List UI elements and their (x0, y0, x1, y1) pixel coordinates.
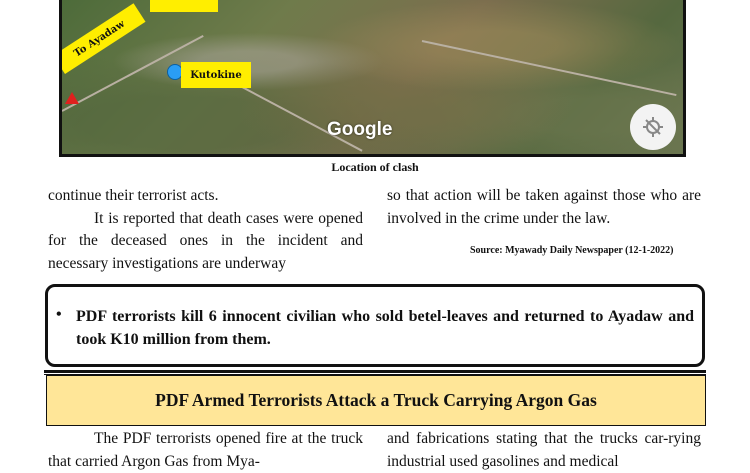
recenter-glyph-icon (641, 115, 665, 139)
paragraph: and fabrications stating that the trucks car-rying industrial used gasolines and medical (387, 430, 701, 470)
red-marker-icon (65, 92, 79, 104)
paragraph: It is reported that death cases were opened for the deceased ones in the incident and necessary investigations are underway (48, 209, 363, 272)
article2-right-column (387, 428, 701, 473)
divider (44, 370, 706, 373)
map-caption: Location of clash (331, 160, 419, 174)
map-label-to-ayadaw: To Ayadaw (59, 3, 146, 74)
map-label-top (150, 0, 218, 12)
article1-right-column (387, 185, 701, 230)
article2-headline: PDF Armed Terrorists Attack a Truck Carrying Argon Gas (46, 375, 706, 426)
source-credit: Source: Myawady Daily Newspaper (12-1-2022) (470, 245, 674, 256)
location-map (59, 0, 686, 157)
google-logo: Google (327, 119, 393, 140)
paragraph: The PDF terrorists opened fire at the truck that carried Argon Gas from Mya- (48, 430, 363, 470)
paragraph: continue their terrorist acts. (48, 187, 219, 204)
article2-left-column (48, 428, 363, 473)
map-road (422, 40, 677, 96)
article1-left-column (48, 185, 363, 275)
map-label-kutokine: Kutokine (181, 62, 251, 88)
paragraph: so that action will be taken against those who are involved in the crime under the law. (387, 187, 701, 227)
recenter-icon[interactable] (630, 104, 676, 150)
highlight-text: PDF terrorists kill 6 innocent civilian who sold betel-leaves and returned to Ayadaw and took K10 million from them. (76, 308, 694, 348)
bullet-icon: • (56, 306, 62, 323)
highlight-box (45, 284, 705, 367)
